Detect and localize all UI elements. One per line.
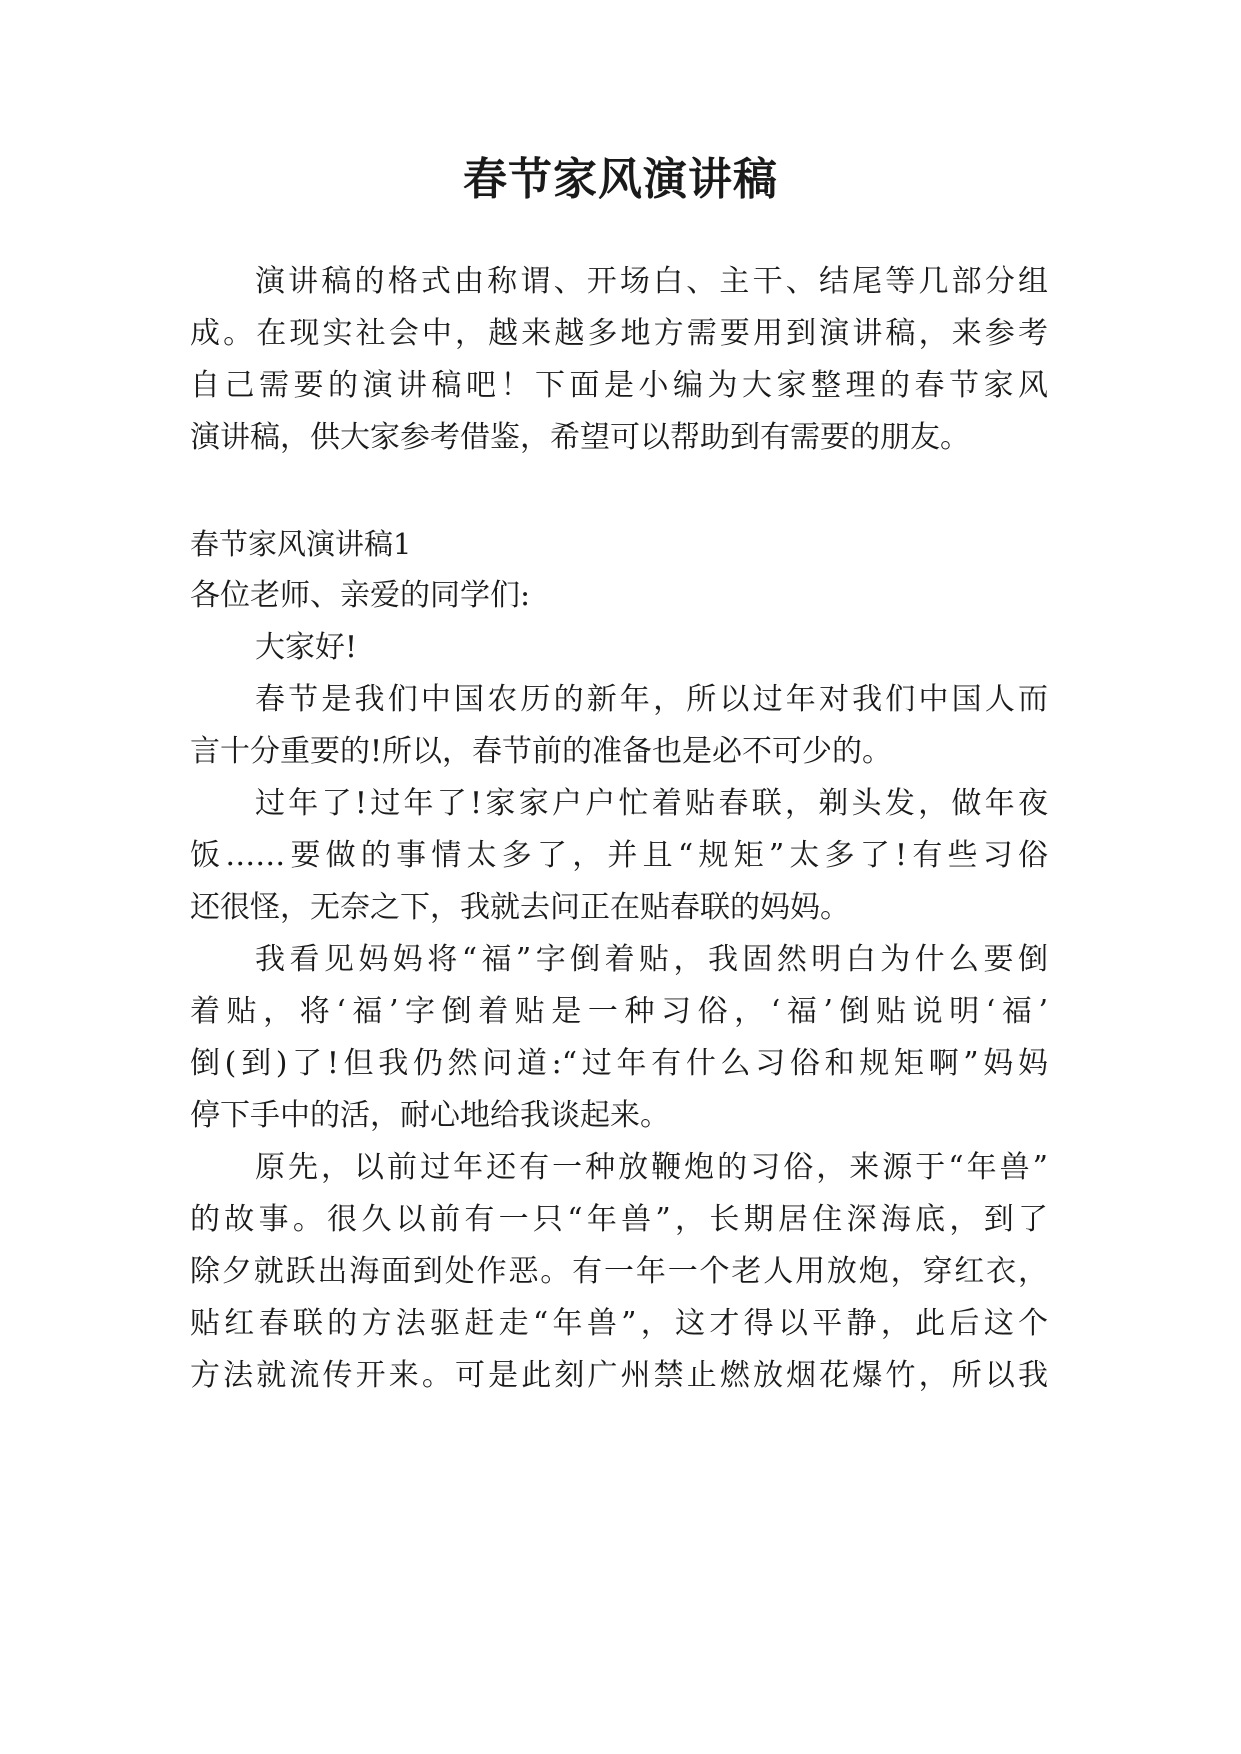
body-line: 方法就流传开来。可是此刻广州禁止燃放烟花爆竹，所以我 [190, 1358, 1048, 1393]
body-line: 春节是我们中国农历的新年，所以过年对我们中国人而 [255, 682, 1048, 717]
body-line: 的故事。很久以前有一只“年兽”，长期居住深海底，到了 [190, 1202, 1048, 1237]
body-line: 除夕就跃出海面到处作恶。有一年一个老人用放炮，穿红衣， [190, 1254, 1048, 1289]
intro-line: 演讲稿，供大家参考借鉴，希望可以帮助到有需要的朋友。 [190, 420, 970, 455]
body-line: 饭……要做的事情太多了，并且“规矩”太多了!有些习俗 [190, 838, 1048, 873]
body-line: 着贴，将‘福’字倒着贴是一种习俗，‘福’倒贴说明‘福’ [190, 994, 1048, 1029]
body-line: 过年了!过年了!家家户户忙着贴春联，剃头发，做年夜 [255, 786, 1048, 821]
body-line: 贴红春联的方法驱赶走“年兽”，这才得以平静，此后这个 [190, 1306, 1048, 1341]
intro-line: 成。在现实社会中，越来越多地方需要用到演讲稿，来参考 [190, 316, 1048, 351]
body-line: 原先，以前过年还有一种放鞭炮的习俗，来源于“年兽” [255, 1150, 1048, 1185]
body-line: 我看见妈妈将“福”字倒着贴，我固然明白为什么要倒 [255, 942, 1048, 977]
section-heading: 春节家风演讲稿1 [190, 527, 412, 561]
body-line: 倒(到)了!但我仍然问道:“过年有什么习俗和规矩啊”妈妈 [190, 1046, 1048, 1081]
intro-line: 演讲稿的格式由称谓、开场白、主干、结尾等几部分组 [255, 264, 1048, 299]
intro-line: 自己需要的演讲稿吧！下面是小编为大家整理的春节家风 [190, 368, 1048, 403]
salutation: 各位老师、亲爱的同学们: [190, 578, 531, 613]
body-line: 还很怪，无奈之下，我就去问正在贴春联的妈妈。 [190, 890, 850, 925]
body-line: 停下手中的活，耐心地给我谈起来。 [190, 1098, 670, 1133]
body-line: 言十分重要的!所以，春节前的准备也是必不可少的。 [190, 734, 893, 769]
document-title: 春节家风演讲稿 [463, 154, 778, 205]
greeting: 大家好! [255, 630, 358, 665]
